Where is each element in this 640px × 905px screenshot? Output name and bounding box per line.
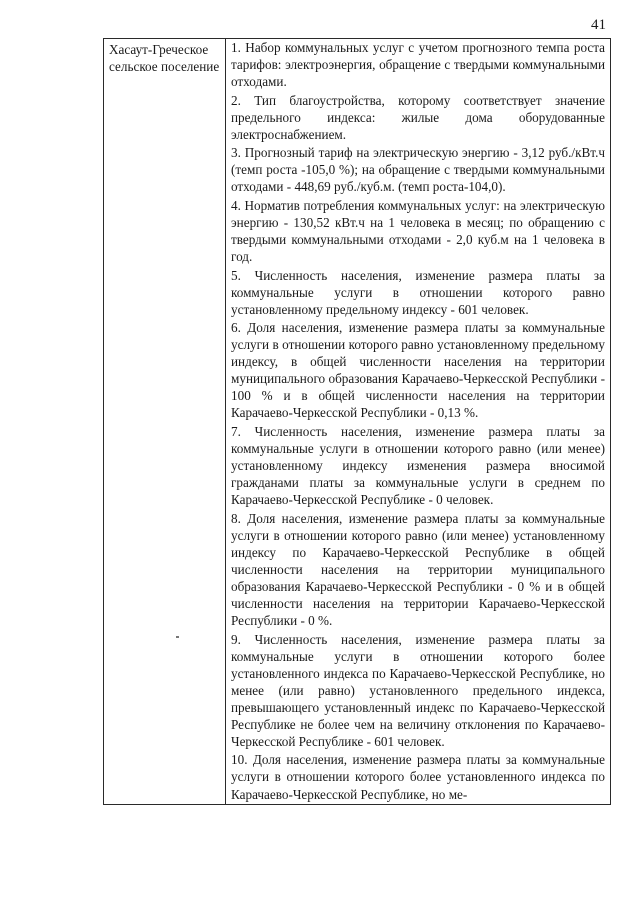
scan-speck <box>176 636 179 638</box>
list-item-9: 9. Численность населения, изменение размера платы за коммунальные услуги в отношении которого более установленного индекса по Карачаево-Черкесской Республике, но менее (или равно) установленного предельного индекса, превышающего установленный индекс по Карачаево-Черкесской Республике не более чем на величину отклонения по Карачаево-Черкесской Республике - 601 человек. <box>231 631 605 749</box>
list-item-3: 3. Прогнозный тариф на электрическую энергию - 3,12 руб./кВт.ч (темп роста -105,0 %); на обращение с твердыми коммунальными отходами - 448,69 руб./куб.м. (темп роста-104,0). <box>231 145 605 195</box>
page-number: 41 <box>591 17 606 33</box>
list-item-8: 8. Доля населения, изменение размера платы за коммунальные услуги в отношении которого равно (или менее) установленному индексу по Карачаево-Черкесской Республике в общей численности населения на территории муниципального образования Карачаево-Черкесской Республики - 0 % и в общей численности населения на территории Карачаево-Черкесской Республики - 0 %. <box>231 510 605 629</box>
list-item-2: 2. Тип благоустройства, которому соответствует значение предельного индекса: жилые дома оборудованные электроснабжением. <box>231 92 605 142</box>
list-item-7: 7. Численность населения, изменение размера платы за коммунальные услуги в отношении которого равно (или менее) установленному индексу изменения размера вносимой гражданами платы за коммунальные услуги в среднем по Карачаево-Черкесской Республике - 0 человек. <box>231 424 605 508</box>
list-item-4: 4. Норматив потребления коммунальных услуг: на электрическую энергию - 130,52 кВт.ч на 1 человека в месяц; по обращению с твердыми коммунальными отходами - 2,0 куб.м на 1 человека в год. <box>231 197 605 265</box>
list-item-5: 5. Численность населения, изменение размера платы за коммунальные услуги в отношении которого равно установленному предельному индексу - 601 человек. <box>231 267 605 317</box>
tariff-table <box>103 38 611 805</box>
list-item-1: 1. Набор коммунальных услуг с учетом прогнозного темпа роста тарифов: электроэнергия, обращение с твердыми коммунальными отходами. <box>231 40 605 90</box>
settlement-name: Хасаут-Греческое сельское поселение <box>104 39 226 805</box>
list-item-10: 10. Доля населения, изменение размера платы за коммунальные услуги в отношении которого более установленного индекса по Карачаево-Черкесской Республике, но ме- <box>231 752 605 802</box>
tariff-details <box>226 39 611 805</box>
table-row <box>104 39 611 805</box>
list-item-6: 6. Доля населения, изменение размера платы за коммунальные услуги в отношении которого равно установленному предельному индексу, в общей численности населения на территории муниципального образования Карачаево-Черкесской Республики - 100 % и в общей численности населения на территории Карачаево-Черкесской Республики - 0,13 %. <box>231 320 605 421</box>
